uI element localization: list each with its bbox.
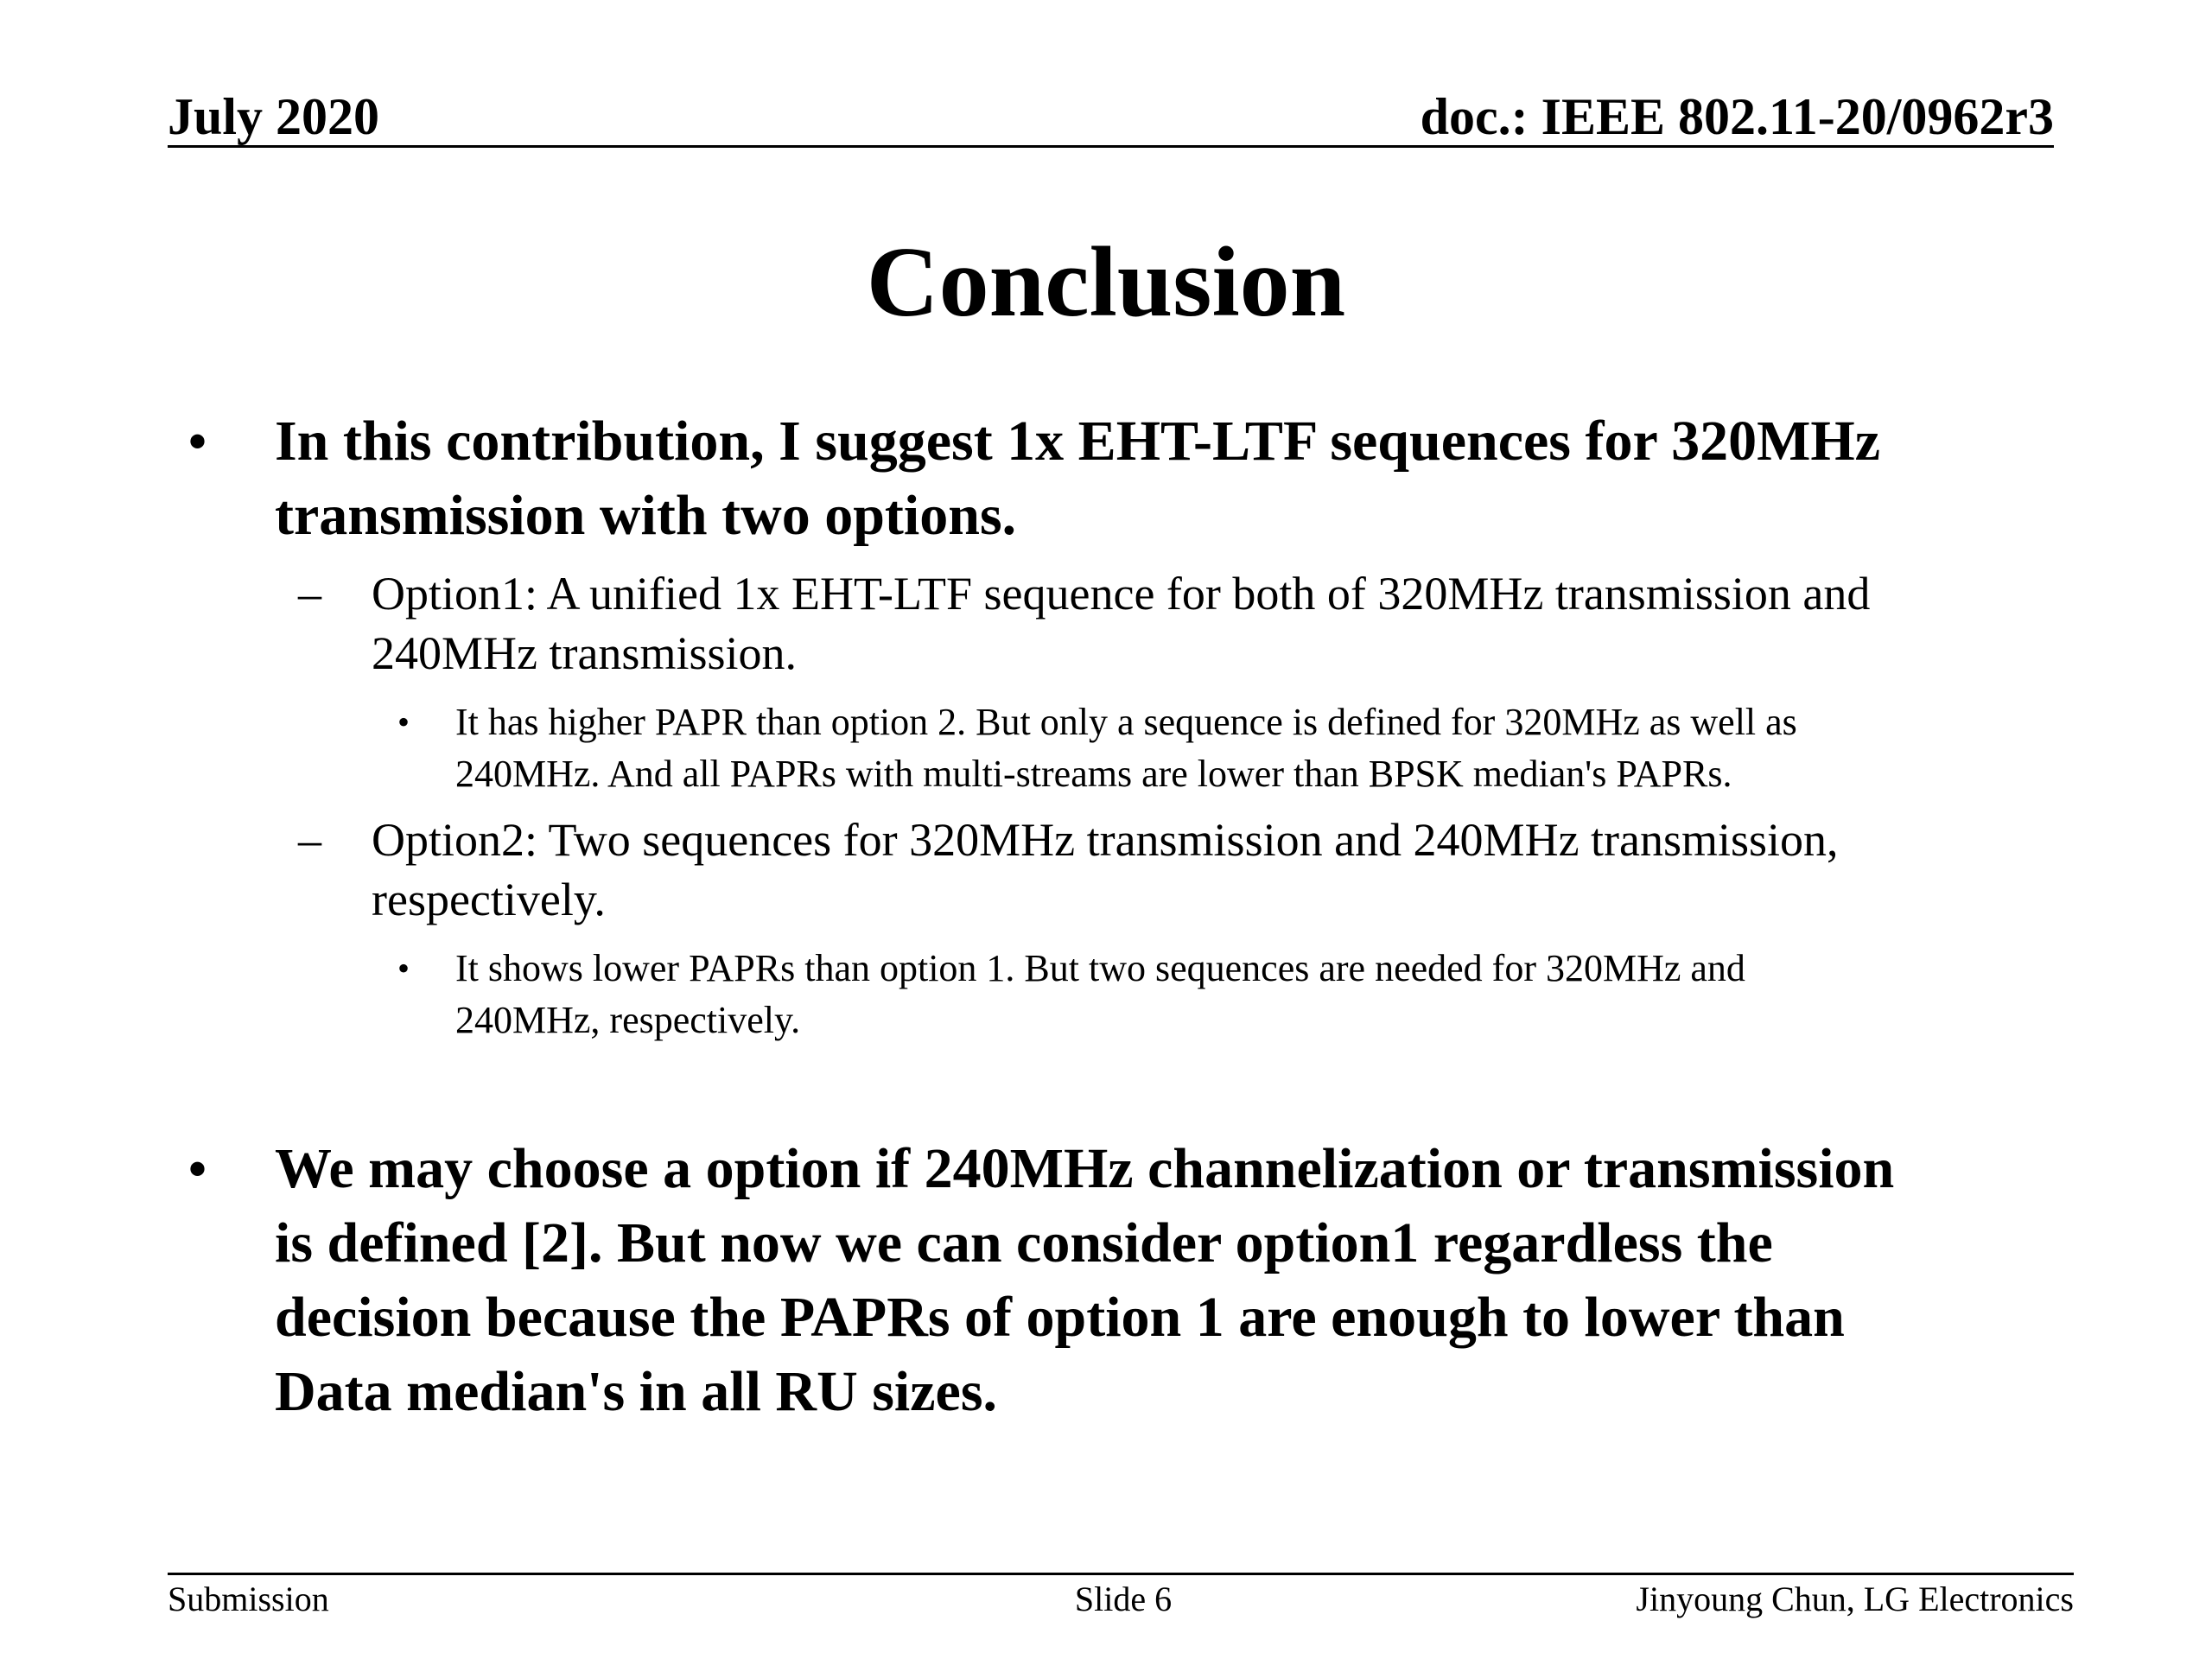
footer-author: Jinyoung Chun, LG Electronics	[1636, 1580, 2074, 1618]
bullet-marker: •	[397, 702, 410, 741]
option1-detail-line-1: It has higher PAPR than option 2. But only a sequence is defined for 320MHz as well as	[455, 701, 1797, 743]
option2-line-1: Option2: Two sequences for 320MHz transmission and 240MHz transmission,	[372, 814, 1839, 866]
bullet-1-line-2: transmission with two options.	[275, 484, 1017, 547]
bullet-2-line-3: decision because the PAPRs of option 1 are enough to lower than	[275, 1286, 1845, 1349]
option1-detail-line-2: 240MHz. And all PAPRs with multi-streams are lower than BPSK median's PAPRs.	[455, 753, 1732, 795]
bullet-2-line-1: We may choose a option if 240MHz channelization or transmission	[275, 1137, 1895, 1200]
header-divider	[168, 145, 2054, 148]
slide-title: Conclusion	[866, 227, 1346, 338]
footer-slide-number: Slide 6	[1074, 1580, 1173, 1618]
option1-line-1: Option1: A unified 1x EHT-LTF sequence for both of 320MHz transmission and	[372, 568, 1871, 620]
dash-marker: –	[298, 568, 321, 620]
option2-detail-line-1: It shows lower PAPRs than option 1. But two sequences are needed for 320MHz and	[455, 947, 1745, 989]
bullet-marker: •	[397, 949, 410, 988]
bullet-1-line-1: In this contribution, I suggest 1x EHT-LTF sequences for 320MHz	[275, 410, 1880, 473]
bullet-marker: •	[188, 1141, 207, 1198]
bullet-marker: •	[188, 413, 207, 470]
option1-line-2: 240MHz transmission.	[372, 627, 797, 679]
bullet-2-line-2: is defined [2]. But now we can consider option1 regardless the	[275, 1211, 1773, 1274]
option2-line-2: respectively.	[372, 874, 606, 925]
option2-detail-line-2: 240MHz, respectively.	[455, 999, 801, 1041]
dash-marker: –	[298, 814, 321, 866]
header-doc-id: doc.: IEEE 802.11-20/0962r3	[1420, 88, 2054, 145]
header-date: July 2020	[168, 88, 380, 145]
footer-submission: Submission	[168, 1580, 329, 1618]
bullet-2-line-4: Data median's in all RU sizes.	[275, 1360, 998, 1423]
footer-divider	[168, 1573, 2074, 1575]
